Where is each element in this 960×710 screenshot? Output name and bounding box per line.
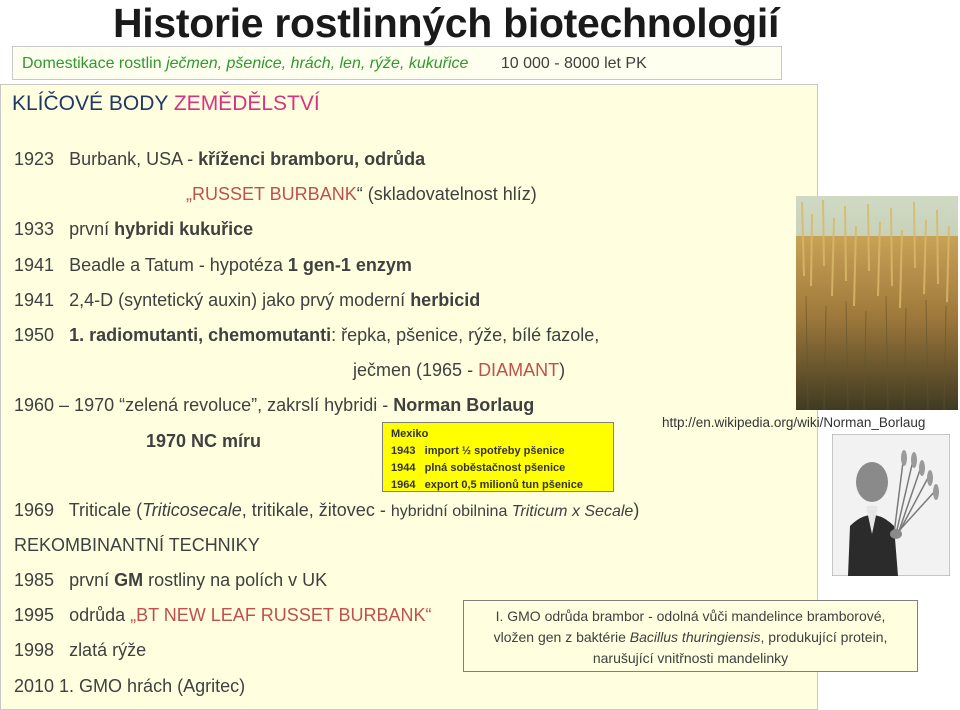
year: 1941 <box>14 255 55 275</box>
text: “ (skladovatelnost hlíz) <box>356 184 537 204</box>
timeline-line-1941-b <box>14 290 480 311</box>
text-bold: 1. radiomutanti, chemomutanti <box>69 325 332 345</box>
mexico-row <box>391 460 605 477</box>
text: , tritikale, žitovec - <box>241 500 391 520</box>
text: zlatá rýže <box>69 640 147 660</box>
norman-borlaug-photo <box>832 434 950 576</box>
year: 1985 <box>14 570 55 590</box>
timeline-line-diamant <box>353 360 565 381</box>
timeline-line-recombinant: REKOMBINANTNÍ TECHNIKY <box>14 535 260 555</box>
text: import ½ spotřeby pšenice <box>424 445 565 457</box>
gmo-line-1: I. GMO odrůda brambor - odolná vůči mandelince bramborové, <box>495 608 886 624</box>
variety-name: „RUSSET BURBANK <box>186 184 357 204</box>
text: vložen gen z baktérie <box>493 629 630 645</box>
gmo-line-2 <box>464 627 917 648</box>
year: 1964 <box>391 479 416 491</box>
text: odrůda <box>69 605 131 625</box>
text: první <box>69 570 115 590</box>
text: 1960 – 1970 “zelená revoluce”, zakrslí hybridi - <box>14 395 394 415</box>
timeline-line-1969 <box>14 500 639 521</box>
text: ječmen (1965 - <box>353 360 479 380</box>
timeline-line-green-revolution <box>14 395 534 416</box>
text-bold: hybridi kukuřice <box>114 219 254 239</box>
text: plná soběstačnost pšenice <box>424 462 566 474</box>
mexico-row <box>391 443 605 460</box>
year: 1933 <box>14 219 55 239</box>
heading-part2: ZEMĚDĚLSTVÍ <box>173 92 320 115</box>
text-italic: Bacillus thuringiensis <box>629 629 761 645</box>
text: rostliny na polích v UK <box>143 570 328 590</box>
timeline-line-1933 <box>14 219 253 240</box>
year: 1995 <box>14 605 55 625</box>
variety-name: DIAMANT <box>478 360 560 380</box>
text-bold: GM <box>114 570 144 590</box>
domestication-period: 10 000 - 8000 let PK <box>500 55 647 72</box>
text: Triticale ( <box>68 500 143 520</box>
wikipedia-link[interactable]: http://en.wikipedia.org/wiki/Norman_Borlaug <box>662 415 926 430</box>
timeline-line-1998 <box>14 640 146 661</box>
section-heading <box>12 92 320 116</box>
text-bold: Norman Borlaug <box>393 395 535 415</box>
timeline-line-2010: 2010 1. GMO hrách (Agritec) <box>14 676 246 696</box>
text: export 0,5 milionů tun pšenice <box>424 479 583 491</box>
timeline-line-russet <box>186 184 537 205</box>
domestication-plants: ječmen, pšenice, hrách, len, rýže, kukuřice <box>166 55 469 72</box>
mexico-box <box>382 422 614 492</box>
year: 1950 <box>14 325 55 345</box>
text-bold: 1 gen-1 enzym <box>287 255 412 275</box>
gmo-line-3: narušující vnitřnosti mandelinky <box>592 650 789 666</box>
timeline-line-1923 <box>14 149 425 170</box>
timeline-line-1941-a <box>14 255 412 276</box>
text: Burbank, USA - <box>69 149 199 169</box>
timeline-line-1985 <box>14 570 327 591</box>
text: hybridní obilnina <box>390 503 512 520</box>
year: 1969 <box>14 500 55 520</box>
mexico-title: Mexiko <box>391 428 429 440</box>
text: : řepka, pšenice, rýže, bílé fazole, <box>331 325 600 345</box>
text-italic: Triticum x Secale <box>511 503 634 520</box>
text-italic: Triticosecale <box>142 500 242 520</box>
timeline-line-nobel: 1970 NC míru <box>146 431 262 451</box>
text-bold: kříženci bramboru, odrůda <box>198 149 426 169</box>
year: 1944 <box>391 462 416 474</box>
variety-name: „BT NEW LEAF RUSSET BURBANK“ <box>130 605 432 625</box>
wheat-field-photo <box>796 196 958 410</box>
text: Beadle a Tatum - hypotéza <box>69 255 288 275</box>
text: první <box>69 219 115 239</box>
year: 1943 <box>391 445 416 457</box>
timeline-line-1950 <box>14 325 599 346</box>
text-bold: herbicid <box>410 290 481 310</box>
domestication-line <box>22 55 647 73</box>
timeline-line-1995 <box>14 605 432 626</box>
page-title: Historie rostlinných biotechnologií <box>113 0 780 46</box>
text: ) <box>633 500 640 520</box>
mexico-row <box>391 477 605 494</box>
text: , produkující protein, <box>760 629 888 645</box>
heading-part1: KLÍČOVÉ BODY <box>12 92 169 115</box>
gmo-potato-box <box>463 600 918 672</box>
text: 2,4-D (syntetický auxin) jako prvý moderní <box>69 290 411 310</box>
text: ) <box>559 360 566 380</box>
year: 1923 <box>14 149 55 169</box>
year: 1998 <box>14 640 55 660</box>
domestication-label: Domestikace rostlin <box>22 55 162 72</box>
year: 1941 <box>14 290 55 310</box>
